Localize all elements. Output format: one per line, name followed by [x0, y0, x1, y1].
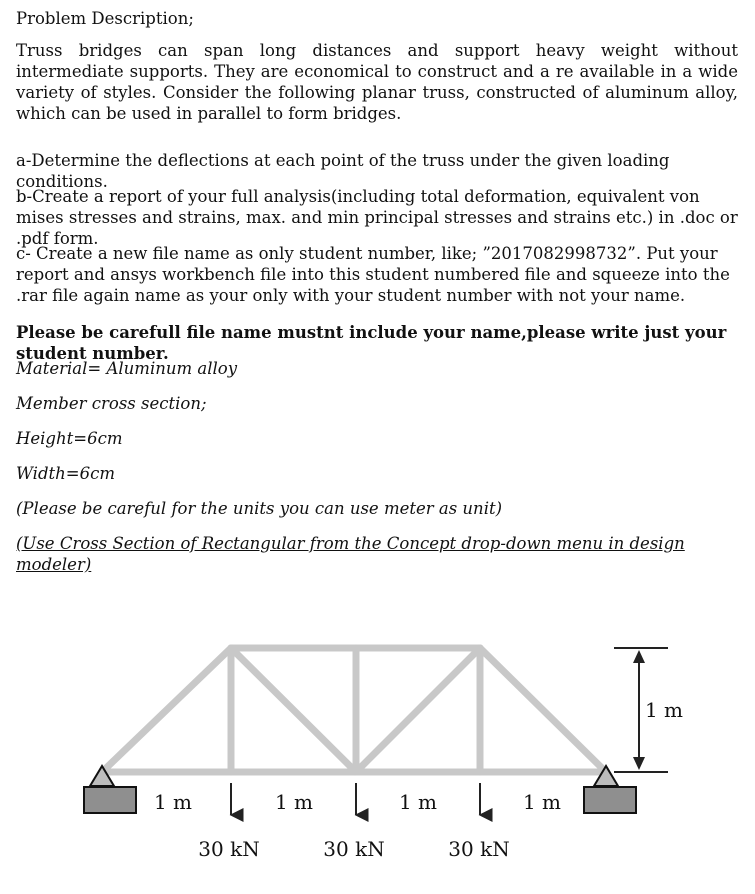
width-line: Width=6cm [16, 464, 115, 483]
intro-paragraph: Truss bridges can span long distances and support heavy weight without intermediate supports. They are economical to construct and a re available in a wide variety of styles. Consider the following planar truss, constructed of aluminum alloy, which can be used in parallel to form bridges. [16, 41, 738, 123]
units-note: (Please be careful for the units you can use meter as unit) [16, 499, 503, 518]
span-label-1: 1 m [153, 790, 193, 814]
left-end-diagonal [102, 648, 231, 772]
truss-diagram [0, 560, 755, 894]
height-label: 1 m [644, 698, 684, 722]
diagonal-member-left [231, 648, 356, 772]
concept-note: (Use Cross Section of Rectangular from the Concept drop-down menu in design modeler) [16, 534, 685, 574]
cross-section-line: Member cross section; [16, 394, 207, 413]
load-label-1: 30 kN [198, 837, 260, 861]
load-label-2: 30 kN [323, 837, 385, 861]
task-a: a-Determine the deflections at each point of the truss under the given loading conditions. [16, 151, 670, 191]
filename-warning: Please be carefull file name mustnt include your name,please write just your student number. [16, 323, 727, 363]
problem-title: Problem Description; [16, 9, 194, 28]
height-line: Height=6cm [16, 429, 123, 448]
truss-members [102, 648, 606, 772]
span-label-4: 1 m [522, 790, 562, 814]
right-end-diagonal [480, 648, 606, 772]
span-label-2: 1 m [274, 790, 314, 814]
span-label-3: 1 m [398, 790, 438, 814]
diagonal-member-right [356, 648, 480, 772]
dimension-arrow-down-icon [633, 757, 645, 770]
task-c: c- Create a new file name as only student number, like; ”2017082998732”. Put your report and ansys workbench file into this student numbered file and squeeze into the .rar file again name as your only with your student number with not your name. [16, 244, 730, 305]
load-arrows [231, 783, 480, 815]
load-label-3: 30 kN [448, 837, 510, 861]
task-b: b-Create a report of your full analysis(including total deformation, equivalent von mises stresses and strains, max. and min principal stresses and strains etc.) in .doc or .pdf form. [16, 187, 738, 248]
dimension-arrow-up-icon [633, 650, 645, 663]
material-line: Material= Aluminum alloy [16, 359, 238, 378]
